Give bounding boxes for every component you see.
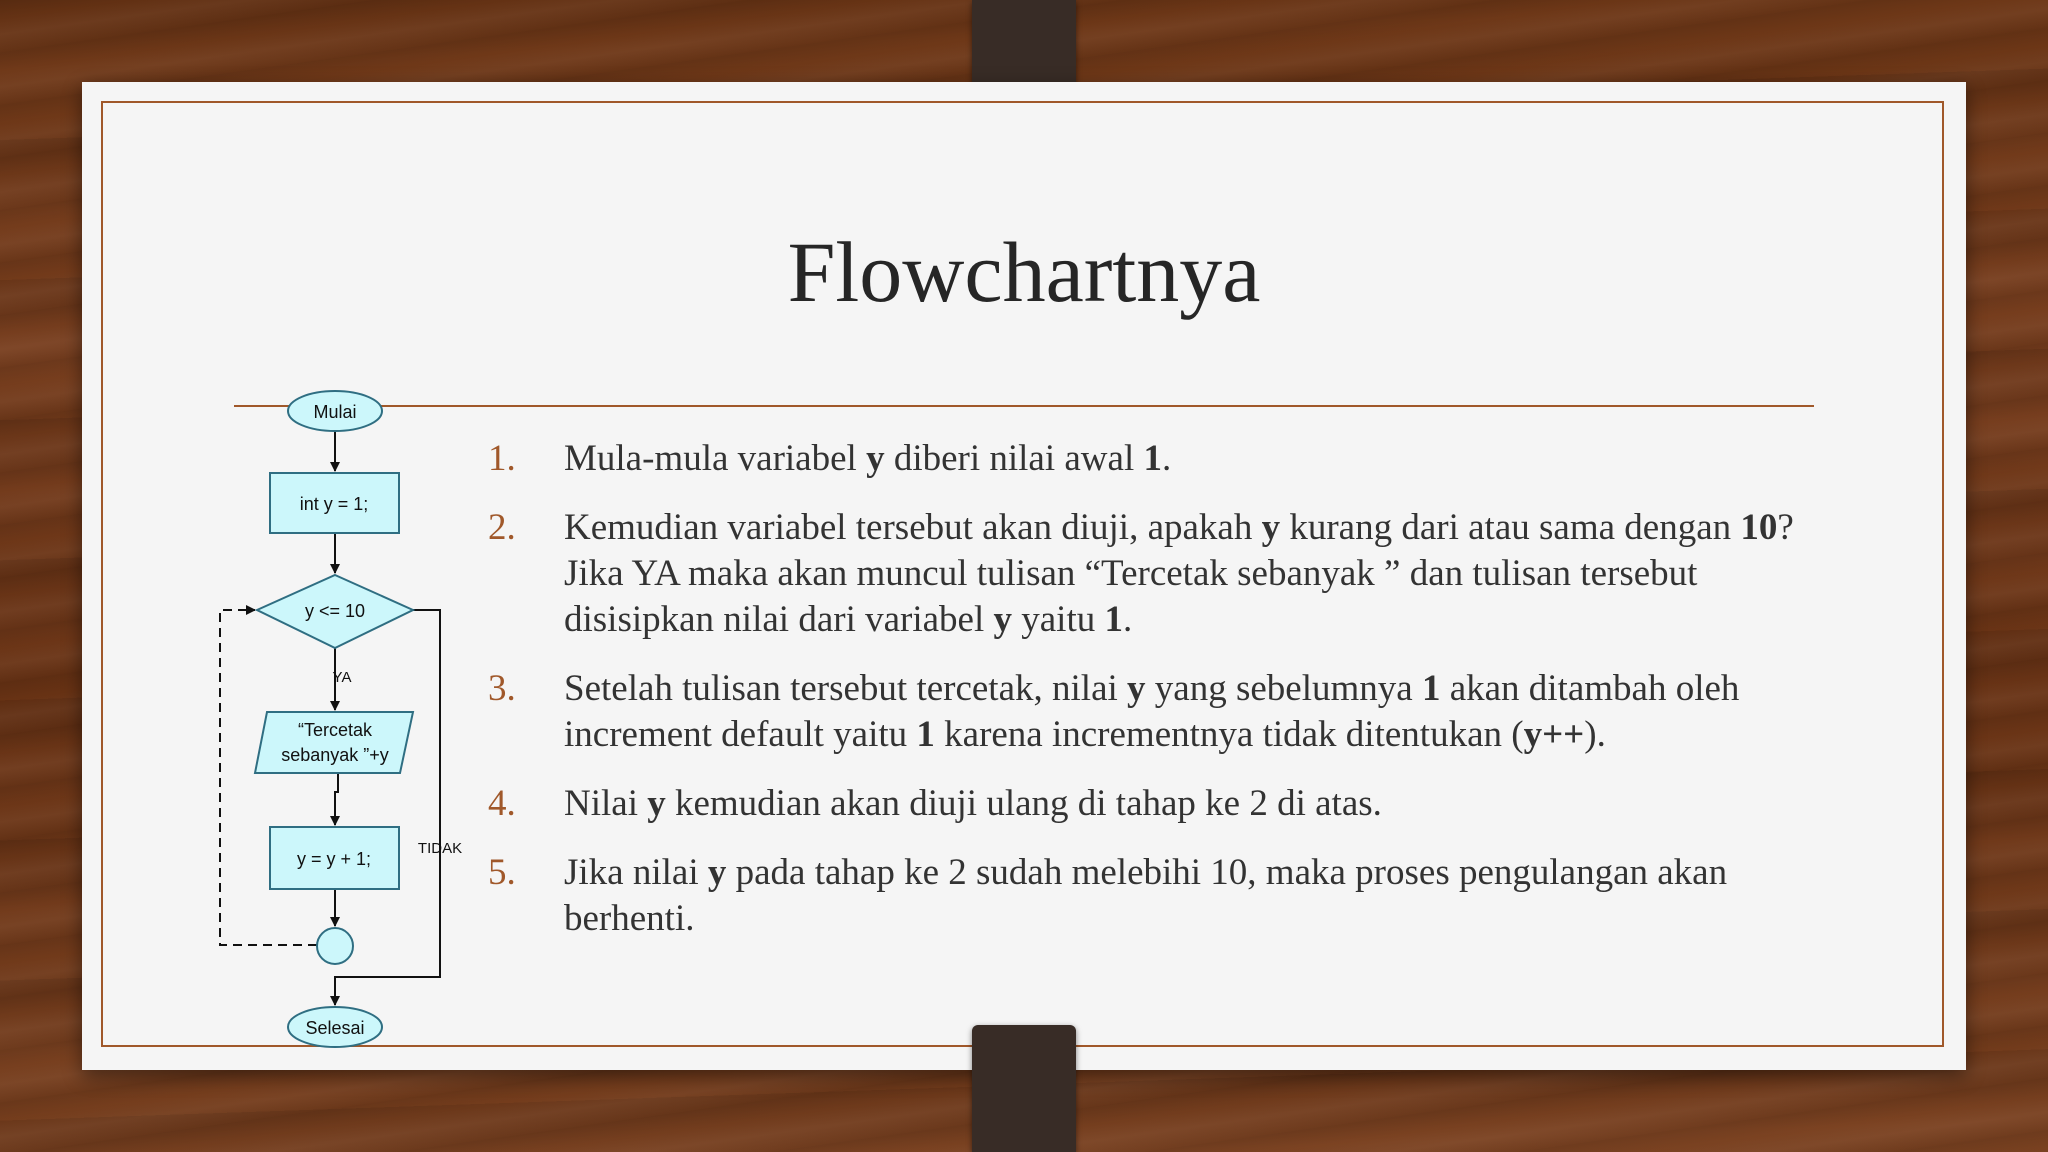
step-bold-run: 10 — [1740, 507, 1778, 548]
step-bold-run: y++ — [1523, 714, 1585, 755]
flow-arrow-output-increment — [335, 773, 338, 825]
step-bold-run: y — [647, 783, 666, 824]
list-item — [480, 850, 1840, 942]
end-label: Selesai — [305, 1018, 365, 1038]
step-bold-run: 1 — [1421, 668, 1441, 709]
increment-label: y = y + 1; — [296, 849, 372, 869]
step-number: 3. — [488, 668, 516, 709]
condition-label: y <= 10 — [304, 601, 366, 621]
flowchart — [210, 380, 470, 1050]
list-item — [480, 666, 1840, 758]
step-number: 2. — [488, 507, 516, 548]
step-text-run: kemudian akan diuji ulang di tahap ke 2 di atas. — [665, 783, 1382, 824]
step-text — [564, 783, 1382, 824]
step-text — [564, 438, 1171, 479]
step-text-run: Nilai — [564, 783, 648, 824]
step-number: 1. — [488, 438, 516, 479]
steps-list — [480, 436, 1840, 965]
step-text-run: yaitu — [1012, 599, 1105, 640]
step-text-run: ? Jika YA maka akan muncul tulisan “Tercetak sebanyak ” dan tulisan tersebut disisipkan nilai dari variabel — [564, 507, 1794, 640]
start-label: Mulai — [313, 402, 357, 422]
output-label-line1: “Tercetak — [297, 720, 373, 740]
step-bold-run: y — [1261, 507, 1281, 548]
step-text — [564, 668, 1739, 755]
step-bold-run: 1 — [1104, 599, 1123, 640]
step-text-run: kurang dari atau sama dengan — [1280, 507, 1741, 548]
flow-loop-back-dashed — [220, 610, 317, 945]
step-text-run: . — [1161, 438, 1172, 479]
list-item — [480, 505, 1840, 643]
step-text-run: akan ditambah oleh increment default yaitu — [564, 668, 1740, 755]
step-text — [564, 852, 1727, 939]
step-number: 5. — [488, 852, 516, 893]
step-text-run: Jika nilai — [564, 852, 708, 893]
step-bold-run: y — [707, 852, 727, 893]
step-bold-run: 1 — [916, 714, 935, 755]
step-text — [564, 507, 1794, 640]
init-label: int y = 1; — [299, 494, 369, 514]
step-text-run: . — [1122, 599, 1133, 640]
slide-title: Flowchartnya — [787, 224, 1261, 320]
list-item — [480, 781, 1840, 827]
step-text-run: Kemudian variabel tersebut akan diuji, apakah — [564, 507, 1262, 548]
list-item — [480, 436, 1840, 482]
step-text-run: diberi nilai awal — [884, 438, 1144, 479]
step-text-run: Mula-mula variabel — [564, 438, 867, 479]
loop-connector — [317, 928, 353, 964]
yes-label: YA — [332, 669, 352, 686]
step-bold-run: y — [1127, 668, 1146, 709]
step-number: 4. — [488, 783, 516, 824]
no-label: TIDAK — [417, 840, 463, 857]
output-label-line2: sebanyak ”+y — [281, 745, 389, 765]
step-bold-run: y — [866, 438, 885, 479]
step-bold-run: 1 — [1143, 438, 1162, 479]
step-text-run: Setelah tulisan tersebut tercetak, nilai — [564, 668, 1128, 709]
step-text-run: karena incrementnya tidak ditentukan ( — [934, 714, 1524, 755]
step-bold-run: y — [993, 599, 1012, 640]
step-text-run: yang sebelumnya — [1145, 668, 1422, 709]
binder-clip-bottom — [972, 1025, 1076, 1152]
title-divider — [234, 405, 1814, 407]
step-text-run: ). — [1584, 714, 1606, 755]
step-text-run: pada tahap ke 2 sudah melebihi 10, maka proses pengulangan akan berhenti. — [564, 852, 1728, 939]
